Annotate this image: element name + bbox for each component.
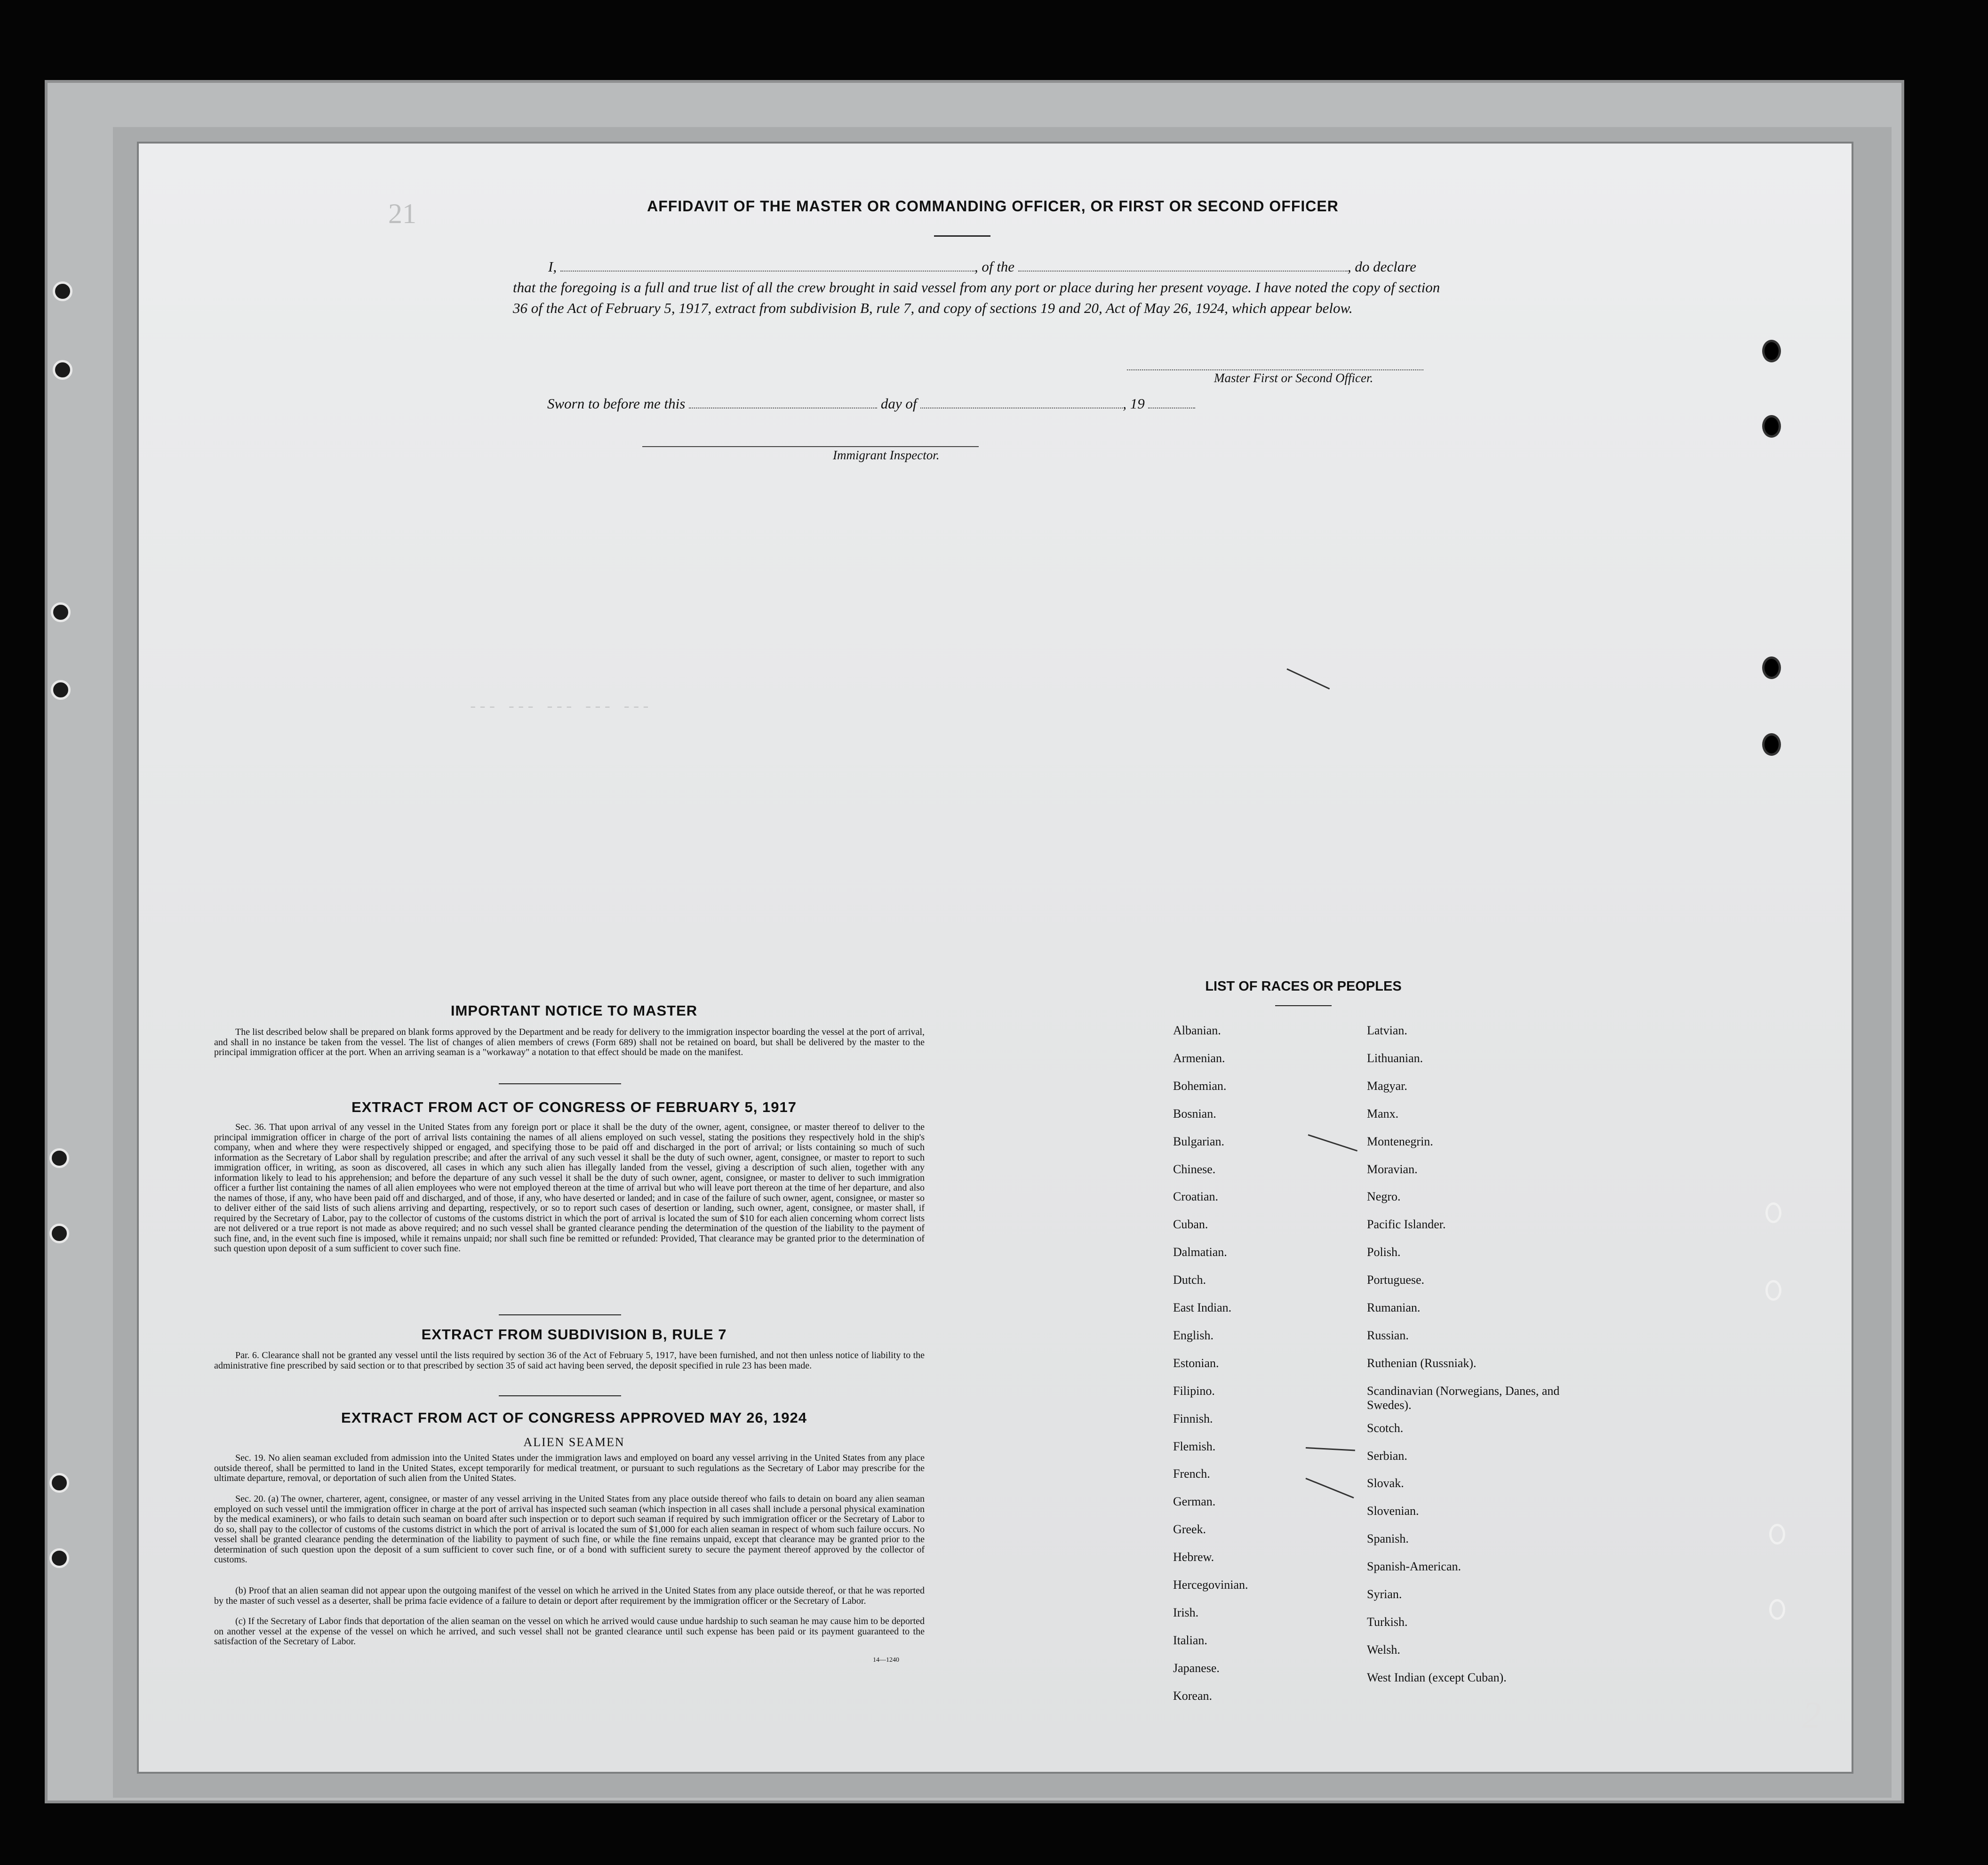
- sec20c-text: (c) If the Secretary of Labor finds that deportation of the alien seaman on the vessel on which he arrived would cause undue hardship to such seaman he may cause him to be deported on another vessel at the expense of the vessel on which he arrived, and such vessel shall not be granted clearance until such expense has been paid or its payment guaranteed to the satisfaction of the Secretary of Labor.: [214, 1616, 925, 1647]
- race-item: Spanish.: [1367, 1532, 1409, 1546]
- sworn-label: Sworn to before me this: [547, 395, 686, 412]
- race-item: Korean.: [1173, 1689, 1213, 1703]
- year-prefix-label: , 19: [1123, 395, 1145, 412]
- divider: [499, 1083, 621, 1084]
- race-item: Slovenian.: [1367, 1504, 1419, 1518]
- races-title: LIST OF RACES OR PEOPLES: [1205, 979, 1402, 994]
- race-item: Spanish-American.: [1367, 1560, 1461, 1574]
- race-item: Italian.: [1173, 1633, 1207, 1647]
- margin-mark: 2: [1802, 1695, 1821, 1736]
- form-number: 14—1240: [873, 1657, 899, 1664]
- bleed-through-text: --- --- --- --- ---: [468, 699, 651, 717]
- punch-hole-icon: [1762, 340, 1781, 362]
- race-item: German.: [1173, 1495, 1216, 1509]
- extract-1924-title: EXTRACT FROM ACT OF CONGRESS APPROVED MAY 26, 1924: [341, 1409, 807, 1426]
- punch-hole-icon: [51, 680, 71, 700]
- divider: [499, 1395, 621, 1396]
- race-item: Montenegrin.: [1367, 1134, 1433, 1148]
- race-item: Bulgarian.: [1173, 1134, 1225, 1148]
- race-item: Turkish.: [1367, 1615, 1408, 1629]
- divider: [499, 1314, 621, 1315]
- race-item: Cuban.: [1173, 1217, 1208, 1232]
- race-item: Japanese.: [1173, 1661, 1220, 1675]
- affidavit-declaration-line: [513, 256, 1449, 277]
- race-item: Hebrew.: [1173, 1550, 1214, 1564]
- master-signature-field[interactable]: [1127, 369, 1423, 370]
- divider: [934, 235, 990, 237]
- race-item: Greek.: [1173, 1522, 1206, 1537]
- race-item: Rumanian.: [1367, 1301, 1421, 1314]
- race-item: Croatian.: [1173, 1190, 1219, 1204]
- race-item: Latvian.: [1367, 1024, 1407, 1037]
- race-item: Chinese.: [1173, 1162, 1216, 1176]
- punch-hole-icon: [1769, 1524, 1785, 1545]
- race-item: Ruthenian (Russniak).: [1367, 1356, 1477, 1370]
- punch-hole-icon: [49, 1148, 69, 1168]
- race-item: French.: [1173, 1467, 1210, 1481]
- day-of-label: day of: [880, 395, 917, 412]
- race-item: Syrian.: [1367, 1587, 1402, 1601]
- race-item: Pacific Islander.: [1367, 1217, 1446, 1232]
- punch-hole-icon: [1765, 1280, 1781, 1301]
- punch-hole-icon: [53, 360, 72, 380]
- race-item: Albanian.: [1173, 1024, 1221, 1037]
- notice-title: IMPORTANT NOTICE TO MASTER: [450, 1002, 698, 1019]
- affidavit-body: [513, 256, 1449, 319]
- inspector-signature-field[interactable]: [642, 446, 979, 447]
- sworn-line: [547, 395, 1253, 412]
- race-item: Manx.: [1367, 1106, 1399, 1121]
- race-item: Polish.: [1367, 1245, 1401, 1259]
- affidavit-declare-label: , do declare: [1347, 258, 1416, 275]
- punch-hole-icon: [1762, 415, 1781, 438]
- race-item: Dalmatian.: [1173, 1245, 1227, 1259]
- race-item: Irish.: [1173, 1605, 1199, 1619]
- punch-hole-icon: [1765, 1202, 1781, 1223]
- punch-hole-icon: [49, 1473, 69, 1493]
- punch-hole-icon: [49, 1224, 69, 1243]
- sec20b-text: (b) Proof that an alien seaman did not appear upon the outgoing manifest of the vessel on which he arrived in the United States from any place outside thereof, or that he was reported by the master of such vessel as a deserter, shall be prima facie evidence of a failure to detain or deport after requirement by the immigration officer or the Secretary of Labor.: [214, 1585, 925, 1606]
- page-number-mark: 21: [388, 198, 416, 229]
- race-item: Hercegovinian.: [1173, 1578, 1248, 1592]
- punch-hole-icon: [1762, 656, 1781, 679]
- affidavit-i-label: I,: [548, 258, 557, 275]
- race-item: Negro.: [1367, 1190, 1401, 1204]
- punch-hole-icon: [51, 602, 71, 622]
- extract-1917-title: EXTRACT FROM ACT OF CONGRESS OF FEBRUARY 5, 1917: [351, 1099, 797, 1115]
- race-item: Magyar.: [1367, 1079, 1407, 1093]
- punch-hole-icon: [49, 1548, 69, 1568]
- divider: [1275, 1005, 1332, 1006]
- race-item: Dutch.: [1173, 1273, 1206, 1287]
- race-item: Estonian.: [1173, 1356, 1219, 1370]
- race-item: Scotch.: [1367, 1421, 1404, 1435]
- race-item: Bosnian.: [1173, 1106, 1216, 1121]
- vessel-name-field[interactable]: [1018, 271, 1348, 272]
- race-item: West Indian (except Cuban).: [1367, 1670, 1507, 1684]
- race-item: Bohemian.: [1173, 1079, 1227, 1093]
- race-item: Finnish.: [1173, 1411, 1213, 1425]
- race-item: Welsh.: [1367, 1642, 1400, 1657]
- extract-1917-text: Sec. 36. That upon arrival of any vessel in the United States from any foreign port or place it shall be the duty of the owner, agent, consignee, or master thereof to deliver to the principal immigration officer in charge of the port of arrival lists containing the names of all aliens employed on such vessel, stating the positions they respectively hold in the ship's company, when and where they were respectively shipped or engaged, and specifying those to be paid off and discharged in the port of arrival; or lists containing so much of such information as the Secretary of Labor shall by regulation prescribe; and after the arrival of any such vessel it shall be the duty of such owner, agent, consignee, or master to report to such immigration officer, in writing, as soon as discovered, all cases in which any such alien has illegally landed from the vessel, giving a description of such alien, together with any information likely to lead to his apprehension; and before the departure of any such vessel it shall be the duty of such owner, agent, consignee, or master to deliver to such immigration officer a further list containing the names of all alien employees who were not employed thereon at the time of arrival but who will leave port thereon at the time of her departure, and also the names of those, if any, who have been paid off and discharged, and of those, if any, who have deserted or landed; and in case of the failure of such owner, agent, consignee, or master so to deliver either of the said lists of such aliens arriving and departing, respectively, or so to report such cases of desertion or landing, such owner, agent, consignee, or master shall, if required by the Secretary of Labor, pay to the collector of customs of the customs district in which the port of arrival is located the sum of $10 for each alien concerning whom correct lists are not delivered or a true report is not made as above required; and no such vessel shall be granted clearance pending the determination of the question of the liability to the payment of such fine, and, in the event such fine is imposed, while it remains unpaid; nor shall such fine be remitted or refunded: Provided, That clearance may be granted prior to the determination of such question upon deposit of a sum sufficient to cover such fine.: [214, 1122, 925, 1254]
- race-item: Slovak.: [1367, 1476, 1404, 1490]
- sec19-text: Sec. 19. No alien seaman excluded from admission into the United States under the immigration laws and employed on board any vessel arriving in the United States from any place outside thereof, shall be permitted to land in the United States, except temporarily for medical treatment, or pursuant to such regulations as the Secretary of Labor may prescribe for the ultimate departure, removal, or deportation of such alien from the United States.: [214, 1453, 925, 1483]
- affidavit-of-the-label: , of the: [974, 258, 1015, 275]
- race-item: Portuguese.: [1367, 1273, 1425, 1287]
- race-item: Flemish.: [1173, 1439, 1216, 1453]
- affidavit-statement: that the foregoing is a full and true list of all the crew brought in said vessel from any port or place during her present voyage. I have noted the copy of section 36 of the Act of February 5, 1917, extract from subdivision B, rule 7, and copy of sections 19 and 20, Act of May 26, 1924, which appear below.: [513, 279, 1440, 316]
- punch-hole-icon: [1762, 733, 1781, 756]
- race-item: Scandinavian (Norwegians, Danes, and Swedes).: [1367, 1384, 1560, 1412]
- race-item: Serbian.: [1367, 1449, 1407, 1463]
- race-item: Russian.: [1367, 1328, 1409, 1342]
- race-item: English.: [1173, 1328, 1214, 1342]
- extract-rule7-text: Par. 6. Clearance shall not be granted any vessel until the lists required by section 36 of the Act of February 5, 1917, have been furnished, and not then unless notice of liability to the administrative fine prescribed by said section or to that prescribed by section 35 of said act having been served, the deposit specified in rule 23 has been made.: [214, 1350, 925, 1371]
- punch-hole-icon: [53, 281, 72, 301]
- alien-seamen-subtitle: ALIEN SEAMEN: [523, 1435, 625, 1449]
- inspector-signature-label: Immigrant Inspector.: [833, 448, 940, 462]
- race-item: Armenian.: [1173, 1051, 1225, 1065]
- notice-text: The list described below shall be prepared on blank forms approved by the Department and be ready for delivery to the immigration inspector boarding the vessel at the port of arrival, and shall in no instance be taken from the vessel. The list of changes of alien members of crews (Form 689) shall not be retained on board, but shall be delivered by the master to the principal immigration officer at the port. When an arriving seaman is a "workaway" a notation to that effect should be made on the manifest.: [214, 1027, 925, 1057]
- race-item: Moravian.: [1367, 1162, 1418, 1176]
- race-item: Filipino.: [1173, 1384, 1215, 1398]
- master-name-field[interactable]: [560, 271, 974, 272]
- race-item: East Indian.: [1173, 1301, 1232, 1314]
- sec20a-text: Sec. 20. (a) The owner, charterer, agent, consignee, or master of any vessel arriving in the United States from any place outside thereof who fails to detain on board any alien seaman employed on such vessel until the immigration officer in charge at the port of arrival has inspected such seaman (which inspection in all cases shall include a personal physical examination by the medical examiners), or who fails to detain such seaman on board after such inspection or to deport such seaman if required by such immigration officer or the Secretary of Labor to do so, shall pay to the collector of customs of the customs district in which the port of arrival is located the sum of $1,000 for each alien seaman in respect of whom such failure occurs. No vessel shall be granted clearance pending the determination of the liability to payment of such fine, or while the fine remains unpaid, except that clearance may be granted prior to the determination of such question upon the deposit of a sum sufficient to cover such fine, or of a bond with sufficient surety to secure the payment thereof approved by the collector of customs.: [214, 1494, 925, 1565]
- punch-hole-icon: [1769, 1599, 1785, 1620]
- extract-rule7-title: EXTRACT FROM SUBDIVISION B, RULE 7: [421, 1326, 727, 1343]
- affidavit-title: AFFIDAVIT OF THE MASTER OR COMMANDING OFFICER, OR FIRST OR SECOND OFFICER: [647, 198, 1339, 215]
- master-signature-label: Master First or Second Officer.: [1214, 371, 1373, 385]
- race-item: Lithuanian.: [1367, 1051, 1423, 1065]
